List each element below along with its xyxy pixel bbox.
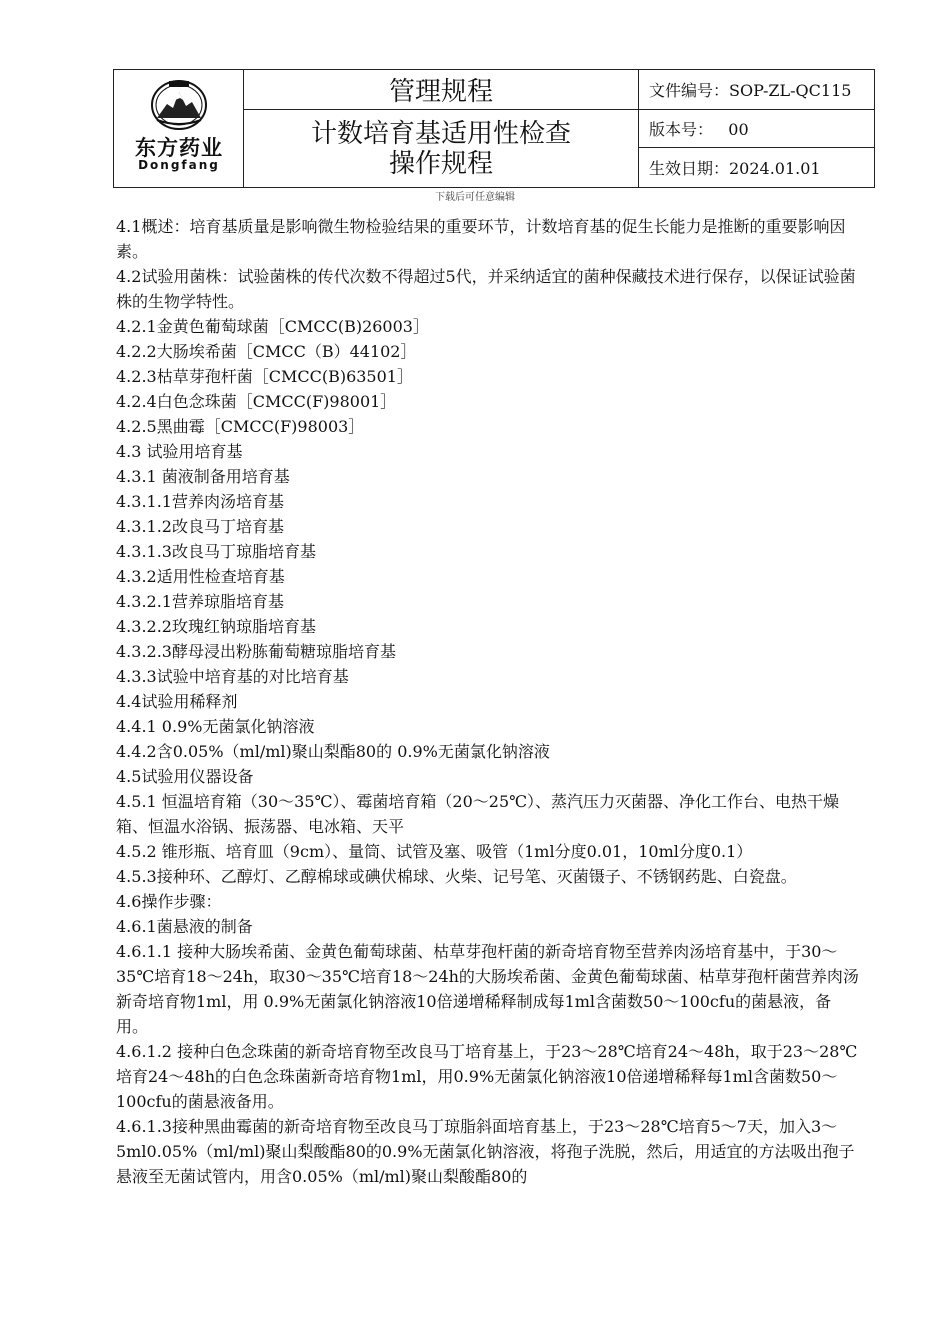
paragraph: 4.5.3接种环、乙醇灯、乙醇棉球或碘伏棉球、火柴、记号笔、灭菌镊子、不锈钢药匙、白瓷盘。: [116, 867, 797, 886]
paragraph: 4.6.1.2 接种白色念珠菌的新奇培育物至改良马丁培育基上，于23～28℃培育24～48h，取于23～28℃培育24～48h的白色念珠菌新奇培育物1ml，用0.9%无菌氯化钠溶液10倍递增稀释每1ml含菌数50～100cfu的菌悬液备用。: [116, 1042, 858, 1111]
watermark-text: 下载后可任意编辑: [435, 192, 515, 203]
paragraph: 4.2试验用菌株：试验菌株的传代次数不得超过5代，并采纳适宜的菌种保藏技术进行保存，以保证试验菌株的生物学特性。: [116, 267, 856, 311]
paragraph: 4.6.1.1 接种大肠埃希菌、金黄色葡萄球菌、枯草芽孢杆菌的新奇培育物至营养肉汤培育基中，于30～35℃培育18～24h，取30～35℃培育18～24h的大肠埃希菌、金黄色葡萄球菌、枯草芽孢杆菌营养肉汤新奇培育物1ml，用 0.9%无菌氯化钠溶液10倍递增稀释制成每1ml含菌数50～100cfu的菌悬液，备用。: [116, 942, 859, 1036]
paragraph: 4.3.2适用性检查培育基: [116, 567, 285, 586]
paragraph: 4.3 试验用培育基: [116, 442, 243, 461]
paragraph: 4.3.1.1营养肉汤培育基: [116, 492, 284, 511]
paragraph: 4.1概述：培育基质量是影响微生物检验结果的重要环节，计数培育基的促生长能力是推断的重要影响因素。: [116, 217, 846, 261]
paragraph: 4.2.2大肠埃希菌［CMCC（B）44102］: [116, 342, 417, 361]
effective-date: 生效日期：2024.01.01: [649, 159, 821, 178]
paragraph: 4.6.1菌悬液的制备: [116, 917, 253, 936]
paragraph: 4.4试验用稀释剂: [116, 692, 238, 711]
document-title-line2: 操作规程: [388, 148, 493, 179]
paragraph: 4.5试验用仪器设备: [116, 767, 254, 786]
paragraph: 4.3.2.2玫瑰红钠琼脂培育基: [116, 617, 316, 636]
paragraph: 4.3.1 菌液制备用培育基: [116, 467, 290, 486]
paragraph: 4.5.1 恒温培育箱（30～35℃）、霉菌培育箱（20～25℃）、蒸汽压力灭菌器、净化工作台、电热干燥箱、恒温水浴锅、振荡器、电冰箱、天平: [116, 792, 840, 836]
company-logo: [114, 70, 244, 187]
paragraph: 4.5.2 锥形瓶、培育皿（9cm）、量筒、试管及塞、吸管（1ml分度0.01，10ml分度0.1）: [116, 842, 753, 861]
mountain-emblem-icon: [149, 78, 209, 132]
paragraph: 4.3.2.3酵母浸出粉胨葡萄糖琼脂培育基: [116, 642, 396, 661]
company-name-en: Dongfang: [138, 158, 220, 172]
paragraph: 4.3.1.3改良马丁琼脂培育基: [116, 542, 316, 561]
document-title: [244, 110, 639, 187]
document-category: 管理规程: [244, 70, 639, 110]
document-body: [116, 214, 861, 1189]
company-name-cn: 东方药业: [135, 136, 223, 160]
paragraph: 4.4.1 0.9%无菌氯化钠溶液: [116, 717, 315, 736]
version-number: 版本号： 00: [639, 110, 874, 148]
paragraph: 4.3.3试验中培育基的对比培育基: [116, 667, 349, 686]
paragraph: 4.2.1金黄色葡萄球菌［CMCC(B)26003］: [116, 317, 429, 336]
file-number: 文件编号：SOP-ZL-QC115: [639, 70, 874, 110]
document-title-line1: 计数培育基适用性检查: [310, 118, 571, 149]
paragraph: 4.2.4白色念珠菌［CMCC(F)98001］: [116, 392, 397, 411]
paragraph: 4.4.2含0.05%（ml/ml)聚山梨酯80的 0.9%无菌氯化钠溶液: [116, 742, 550, 761]
paragraph: 4.3.2.1营养琼脂培育基: [116, 592, 284, 611]
paragraph: 4.6操作步骤：: [116, 892, 222, 911]
paragraph: 4.2.5黑曲霉［CMCC(F)98003］: [116, 417, 365, 436]
paragraph: 4.6.1.3接种黑曲霉菌的新奇培育物至改良马丁琼脂斜面培育基上，于23～28℃培育5～7天，加入3～5ml0.05%（ml/ml)聚山梨酸酯80的0.9%无菌氯化钠溶液，将孢子洗脱，然后，用适宜的方法吸出孢子悬液至无菌试管内，用含0.05%（ml/ml)聚山梨酸酯80的: [116, 1117, 855, 1186]
document-header-table: [113, 69, 875, 188]
paragraph: 4.3.1.2改良马丁培育基: [116, 517, 284, 536]
paragraph: 4.2.3枯草芽孢杆菌［CMCC(B)63501］: [116, 367, 413, 386]
